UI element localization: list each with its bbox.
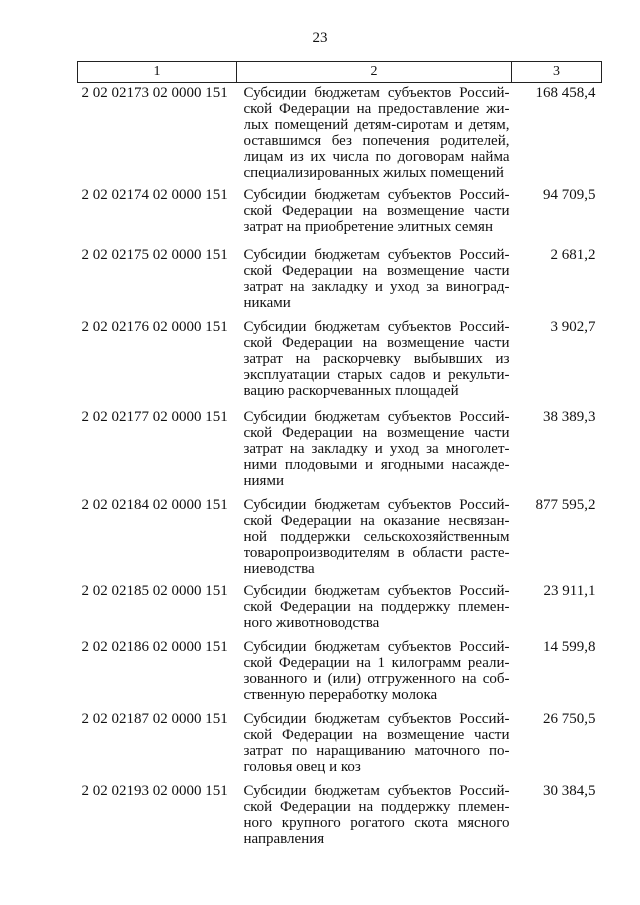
description-line: Субсидии бюджетам субъектов Россий- [243, 247, 510, 263]
description-line: ской Федерации на возмещение части [243, 203, 510, 219]
description-line: ниеводства [243, 561, 315, 577]
amount-value: 877 595,2 [535, 497, 596, 513]
budget-code: 2 02 02186 02 0000 151 [81, 639, 228, 655]
page-number: 23 [312, 30, 328, 46]
description-line: Субсидии бюджетам субъектов Россий- [243, 497, 510, 513]
description-line: Субсидии бюджетам субъектов Россий- [243, 639, 510, 655]
income-description [237, 187, 512, 247]
amount-value: 26 750,5 [543, 711, 596, 727]
column-header-description: 2 [237, 62, 512, 83]
description-line: ской Федерации на возмещение части [243, 425, 510, 441]
budget-code: 2 02 02173 02 0000 151 [81, 85, 228, 101]
income-description [237, 247, 512, 319]
table-row [78, 711, 602, 783]
amount-value: 30 384,5 [543, 783, 596, 799]
description-line: ской Федерации на предоставление жи- [243, 101, 510, 117]
description-line: ственную переработку молока [243, 687, 438, 703]
income-description [237, 409, 512, 497]
budget-code: 2 02 02185 02 0000 151 [81, 583, 228, 599]
description-line: Субсидии бюджетам субъектов Россий- [243, 583, 510, 599]
table-row [78, 639, 602, 711]
income-description [237, 319, 512, 409]
description-line: головья овец и коз [243, 759, 361, 775]
description-line: лых помещений детям-сиротам и детям, [243, 117, 510, 133]
description-line: ской Федерации на возмещение части [243, 727, 510, 743]
budget-code: 2 02 02193 02 0000 151 [81, 783, 228, 799]
amount-value: 168 458,4 [535, 85, 596, 101]
description-line: оставшимся без попечения родителей, [243, 133, 510, 149]
description-line: вацию раскорчеванных площадей [243, 383, 459, 399]
table-row [78, 247, 602, 319]
description-line: зованного и (или) отгруженного на соб- [243, 671, 510, 687]
description-line: Субсидии бюджетам субъектов Россий- [243, 187, 510, 203]
income-description [237, 583, 512, 639]
description-line: затрат на раскорчевку выбывших из [243, 351, 510, 367]
description-line: ними плодовыми и ягодными насажде- [243, 457, 510, 473]
description-line: Субсидии бюджетам субъектов Россий- [243, 409, 510, 425]
description-line: ской Федерации на возмещение части [243, 335, 510, 351]
description-line: затрат по наращиванию маточного по- [243, 743, 510, 759]
income-description [237, 497, 512, 583]
description-line: товаропроизводителям в области расте- [243, 545, 510, 561]
amount-value: 3 902,7 [550, 319, 596, 335]
description-line: ниями [243, 473, 284, 489]
amount-value: 14 599,8 [543, 639, 596, 655]
description-line: Субсидии бюджетам субъектов Россий- [243, 85, 510, 101]
budget-code: 2 02 02187 02 0000 151 [81, 711, 228, 727]
amount-value: 23 911,1 [543, 583, 596, 599]
amount-value: 94 709,5 [543, 187, 596, 203]
description-line: никами [243, 295, 291, 311]
table-header-row [78, 62, 602, 83]
description-line: ской Федерации на поддержку племен- [243, 799, 510, 815]
income-description [237, 83, 512, 188]
table-row [78, 497, 602, 583]
description-line: эксплуатации старых садов и рекульти- [243, 367, 510, 383]
description-line: ного крупного рогатого скота мясного [243, 815, 510, 831]
description-line: ской Федерации на поддержку племен- [243, 599, 510, 615]
budget-code: 2 02 02184 02 0000 151 [81, 497, 228, 513]
table-row [78, 187, 602, 247]
description-line: Субсидии бюджетам субъектов Россий- [243, 319, 510, 335]
budget-code: 2 02 02175 02 0000 151 [81, 247, 228, 263]
table-row [78, 583, 602, 639]
description-line: ской Федерации на 1 килограмм реали- [243, 655, 510, 671]
table-row [78, 319, 602, 409]
description-line: затрат на закладку и уход за виноград- [243, 279, 510, 295]
income-description [237, 783, 512, 847]
description-line: Субсидии бюджетам субъектов Россий- [243, 783, 510, 799]
column-header-code: 1 [78, 62, 237, 83]
budget-table [77, 61, 602, 847]
table-row [78, 83, 602, 188]
description-line: ской Федерации на возмещение части [243, 263, 510, 279]
description-line: лицам из их числа по договорам найма [243, 149, 510, 165]
description-line: затрат на приобретение элитных семян [243, 219, 493, 235]
description-line: ного животноводства [243, 615, 380, 631]
budget-code: 2 02 02177 02 0000 151 [81, 409, 228, 425]
amount-value: 38 389,3 [543, 409, 596, 425]
table-row [78, 783, 602, 847]
column-header-amount: 3 [512, 62, 602, 83]
description-line: специализированных жилых помещений [243, 165, 504, 181]
budget-code: 2 02 02176 02 0000 151 [81, 319, 228, 335]
description-line: ной поддержки сельскохозяйственным [243, 529, 510, 545]
description-line: направления [243, 831, 325, 847]
amount-value: 2 681,2 [550, 247, 596, 263]
table-row [78, 409, 602, 497]
description-line: ской Федерации на оказание несвязан- [243, 513, 510, 529]
budget-code: 2 02 02174 02 0000 151 [81, 187, 228, 203]
income-description [237, 711, 512, 783]
table-body [78, 83, 602, 848]
income-description [237, 639, 512, 711]
description-line: Субсидии бюджетам субъектов Россий- [243, 711, 510, 727]
description-line: затрат на закладку и уход за многолет- [243, 441, 510, 457]
